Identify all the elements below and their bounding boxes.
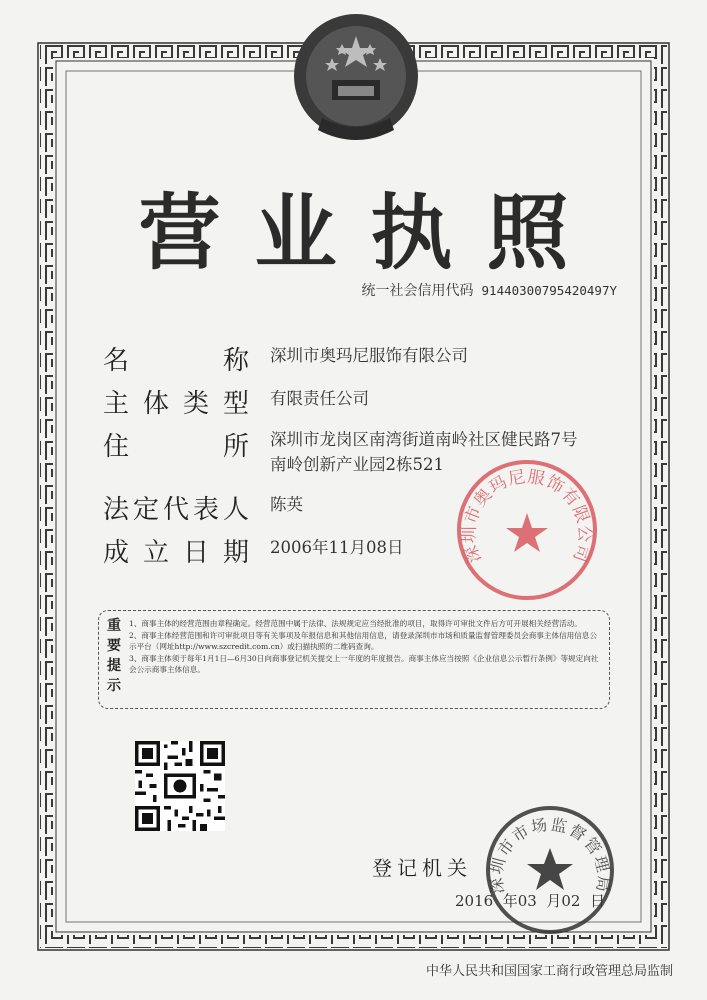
company-seal-icon xyxy=(452,455,602,605)
address-line-2: 南岭创新产业园2栋521 xyxy=(270,455,444,474)
type-value: 有限责任公司 xyxy=(270,389,369,408)
established-value: 2006年11月08日 xyxy=(270,538,404,557)
registration-date: 2016 年03 月02 日 xyxy=(455,892,605,910)
established-label: 成 立 日 期 xyxy=(103,538,249,568)
representative-value: 陈英 xyxy=(270,495,303,514)
registration-authority-label: 登记机关 xyxy=(372,856,472,880)
supervision-footer: 中华人民共和国国家工商行政管理总局监制 xyxy=(425,964,673,979)
name-value: 深圳市奥玛尼服饰有限公司 xyxy=(270,346,468,365)
address-label: 住 所 xyxy=(103,432,249,462)
notice-item: 1、商事主体的经营范围由章程确定。经营范围中属于法律、法规规定应当经批准的项目，取得许可审批文件后方可开展相关经营活动。 xyxy=(129,619,582,628)
company-seal-text: 深圳市奥玛尼服饰有限公司 xyxy=(459,467,595,566)
qr-code-icon xyxy=(135,741,225,831)
name-label: 名 称 xyxy=(103,346,249,376)
notice-item: 3、商事主体须于每年1月1日—6月30日向商事登记机关提交上一年度的年度报告。商事主体应当按照《企业信息公示暂行条例》等规定向社会公示商事主体信息。 xyxy=(129,653,599,674)
authority-seal-icon xyxy=(480,800,620,940)
type-label: 主 体 类 型 xyxy=(103,389,249,419)
important-notice xyxy=(98,610,610,709)
credit-code-value: 91440300795420497Y xyxy=(481,283,617,298)
credit-code-label: 统一社会信用代码 xyxy=(361,283,474,299)
representative-label: 法 定 代 表 人 xyxy=(103,495,249,525)
authority-seal-text: 深圳市市场监督管理局 xyxy=(486,814,614,895)
address-line-1: 深圳市龙岗区南湾街道南岭社区健民路7号 xyxy=(270,430,578,449)
national-emblem-icon xyxy=(282,8,430,150)
credit-code-line xyxy=(362,280,617,300)
notice-heading: 重 要 提 示 xyxy=(107,618,121,694)
notice-body xyxy=(129,618,601,676)
document-title: 营业执照 xyxy=(138,186,603,281)
notice-item: 2、商事主体经营范围和许可审批项目等有关事项及年报信息和其他信用信息，请登录深圳市市场和质量监督管理委员会商事主体信用信息公示平台（网址http://www.szcredit.com.cn）或扫描执照的二维码查询。 xyxy=(129,630,598,651)
